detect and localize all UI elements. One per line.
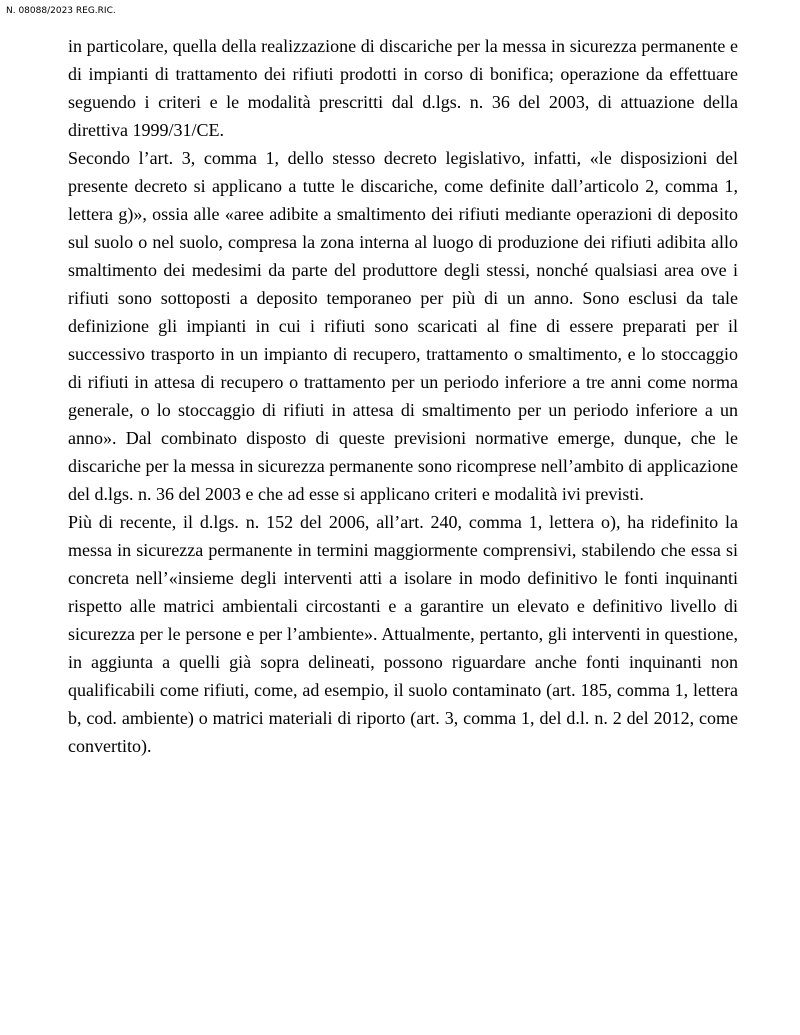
paragraph-2: Secondo l’art. 3, comma 1, dello stesso decreto legislativo, infatti, «le disposizioni del presente decreto si applicano a tutte le discariche, come definite dall’articolo 2, comma 1, lettera g)», ossia alle «aree adibite a smaltimento dei rifiuti mediante operazioni di deposito sul suolo o nel suolo, compresa la zona interna al luogo di produzione dei rifiuti adibita allo smaltimento dei medesimi da parte del produttore degli stessi, nonché qualsiasi area ove i rifiuti sono sottoposti a deposito temporaneo per più di un anno. Sono esclusi da tale definizione gli impianti in cui i rifiuti sono scaricati al fine di essere preparati per il successivo trasporto in un impianto di recupero, trattamento o smaltimento, e lo stoccaggio di rifiuti in attesa di recupero o trattamento per un periodo inferiore a tre anni come norma generale, o lo stoccaggio di rifiuti in attesa di smaltimento per un periodo inferiore a un anno». Dal combinato disposto di queste previsioni normative emerge, dunque, che le discariche per la messa in sicurezza permanente sono ricomprese nell’ambito di applicazione del d.lgs. n. 36 del 2003 e che ad esse si applicano criteri e modalità ivi previsti. <box>68 148 738 504</box>
document-body <box>68 32 738 760</box>
paragraph-3: Più di recente, il d.lgs. n. 152 del 2006, all’art. 240, comma 1, lettera o), ha ridefinito la messa in sicurezza permanente in termini maggiormente comprensivi, stabilendo che essa si concreta nell’«insieme degli interventi atti a isolare in modo definitivo le fonti inquinanti rispetto alle matrici ambientali circostanti e a garantire un elevato e definitivo livello di sicurezza per le persone e per l’ambiente». Attualmente, pertanto, gli interventi in questione, in aggiunta a quelli già sopra delineati, possono riguardare anche fonti inquinanti non qualificabili come rifiuti, come, ad esempio, il suolo contaminato (art. 185, comma 1, lettera b, cod. ambiente) o matrici materiali di riporto (art. 3, comma 1, del d.l. n. 2 del 2012, come convertito). <box>68 512 738 756</box>
case-number-header: N. 08088/2023 REG.RIC. <box>6 6 116 16</box>
paragraph-1: in particolare, quella della realizzazione di discariche per la messa in sicurezza permanente e di impianti di trattamento dei rifiuti prodotti in corso di bonifica; operazione da effettuare seguendo i criteri e le modalità prescritti dal d.lgs. n. 36 del 2003, di attuazione della direttiva 1999/31/CE. <box>68 36 738 140</box>
